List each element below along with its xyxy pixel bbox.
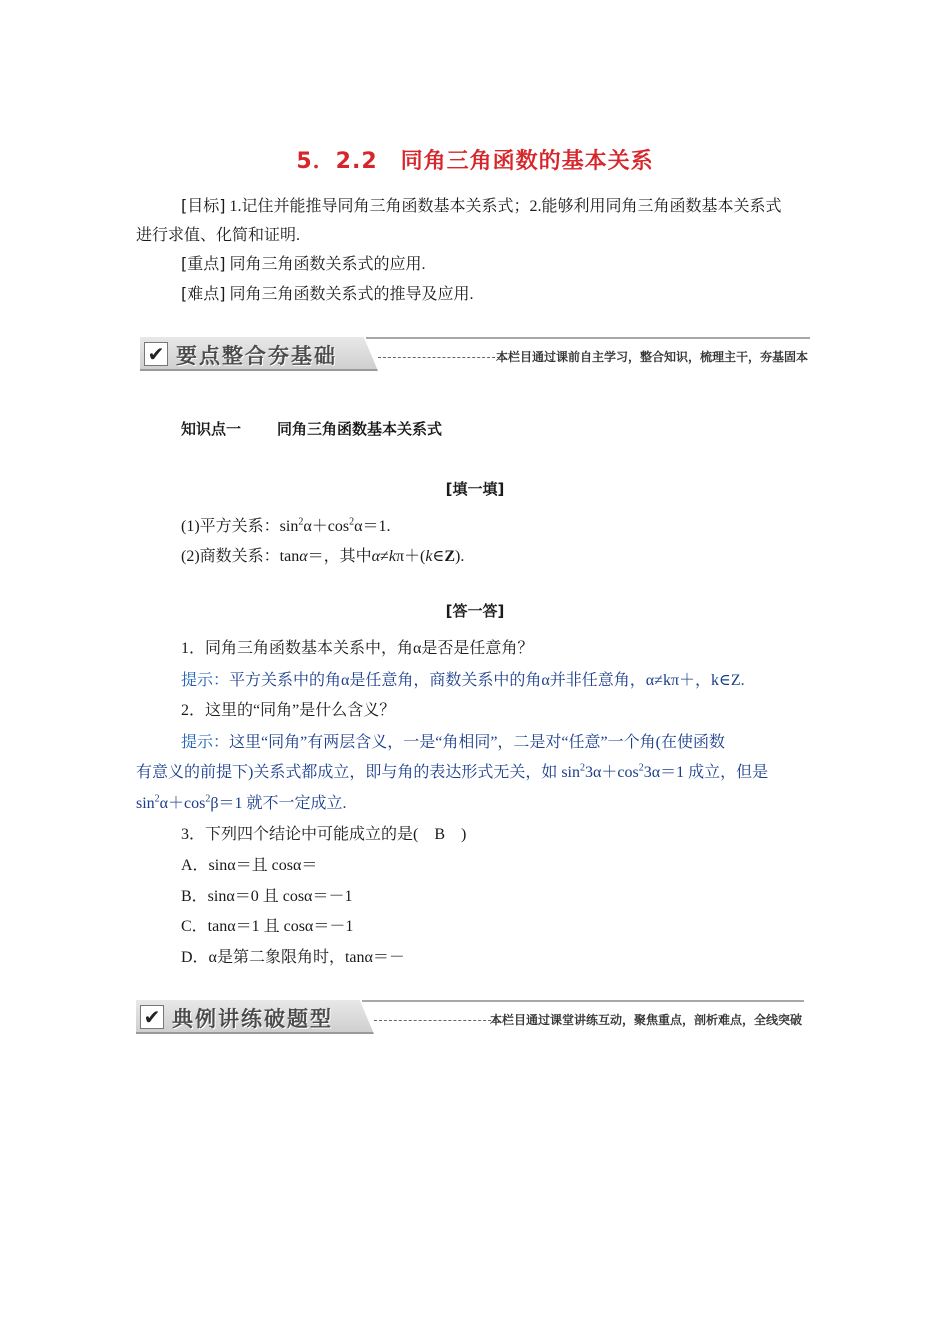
formula-quotient xyxy=(181,546,464,568)
difficult-tag: [难点] xyxy=(181,284,226,303)
hint-2-line-3 xyxy=(136,793,347,815)
formula-square xyxy=(181,516,390,538)
fill-in-heading: [填一填] xyxy=(445,480,505,498)
hint-2-seg: sin xyxy=(136,795,155,812)
objective-difficult xyxy=(181,283,474,306)
option-a: A．sinα＝且 cosα＝ xyxy=(181,857,318,874)
key-text: 同角三角函数关系式的应用. xyxy=(229,256,426,273)
section-band-basics xyxy=(140,337,810,371)
band-note: 本栏目通过课堂讲练互动，聚焦重点，剖析难点，全线突破 xyxy=(489,1013,802,1027)
qa-heading: [答一答] xyxy=(445,602,505,620)
formula-square-mid: α＋cos xyxy=(303,518,350,535)
hint-2 xyxy=(181,731,725,754)
hint-2-seg: β＝1 就不一定成立. xyxy=(210,795,347,812)
check-icon: ✔ xyxy=(144,342,168,366)
option-b: B．sinα＝0 且 cosα＝－1 xyxy=(181,888,353,905)
band-dashed-rule xyxy=(378,357,500,358)
superscript: 2 xyxy=(154,793,160,805)
var-alpha: α xyxy=(371,548,381,565)
option-c: C．tanα＝1 且 cosα＝－1 xyxy=(181,918,354,935)
check-icon: ✔ xyxy=(140,1005,164,1029)
option-d: D．α是第二象限角时，tanα＝－ xyxy=(181,949,405,966)
knowledge-name: 同角三角函数基本关系式 xyxy=(277,420,443,438)
formula-square-end: α＝1. xyxy=(354,518,391,535)
hint-label: 提示： xyxy=(181,732,230,751)
superscript: 2 xyxy=(638,762,644,774)
page-title: 5．2.2 同角三角函数的基本关系 xyxy=(296,149,654,174)
hint-label: 提示： xyxy=(181,670,230,689)
formula-pi: π＋( xyxy=(395,548,426,565)
var-alpha: α xyxy=(299,548,308,565)
question-3: 3．下列四个结论中可能成立的是( B ) xyxy=(181,826,467,843)
key-tag: [重点] xyxy=(181,254,226,273)
var-k: k xyxy=(388,548,396,565)
objective-goal-cont: 进行求值、化简和证明. xyxy=(136,227,301,244)
band-dashed-rule xyxy=(374,1020,496,1021)
section-band-examples xyxy=(136,1000,804,1034)
hint-1 xyxy=(181,669,745,692)
formula-quotient-end: ). xyxy=(454,548,465,565)
band-title: 要点整合夯基础 xyxy=(176,344,337,368)
set-Z: Z xyxy=(444,548,455,565)
band-top-rule xyxy=(366,337,810,339)
goal-tag: [目标] xyxy=(181,196,226,215)
var-k: k xyxy=(425,548,433,565)
superscript: 2 xyxy=(298,516,304,528)
band-top-rule xyxy=(362,1000,804,1002)
superscript: 2 xyxy=(205,793,211,805)
hint-2-seg: α＋cos xyxy=(159,795,206,812)
objective-goal xyxy=(181,195,782,218)
hint-2-text: 这里“同角”有两层含义，一是“角相同”，二是对“任意”一个角(在使函数 xyxy=(229,734,725,751)
formula-square-prefix: (1)平方关系：sin xyxy=(181,518,299,535)
hint-2-seg: 3α＋cos xyxy=(585,764,639,781)
knowledge-label: 知识点一 xyxy=(181,420,242,438)
band-title: 典例讲练破题型 xyxy=(172,1007,333,1031)
knowledge-point-heading xyxy=(181,418,442,439)
hint-2-seg: 3α＝1 成立，但是 xyxy=(643,764,769,781)
question-2: 2．这里的“同角”是什么含义？ xyxy=(181,702,396,719)
goal-text: 1.记住并能推导同角三角函数基本关系式；2.能够利用同角三角函数基本关系式 xyxy=(229,198,782,215)
hint-2-seg: 有意义的前提下)关系式都成立，即与角的表达形式无关，如 sin xyxy=(136,764,581,781)
hint-2-line-2 xyxy=(136,762,768,784)
objective-key xyxy=(181,253,426,276)
superscript: 2 xyxy=(349,516,355,528)
neq-sign: ≠ xyxy=(380,548,389,565)
in-sign: ∈ xyxy=(432,548,445,565)
hint-1-text: 平方关系中的角α是任意角，商数关系中的角α并非任意角，α≠kπ＋，k∈Z. xyxy=(229,672,745,689)
band-note: 本栏目通过课前自主学习，整合知识，梳理主干，夯基固本 xyxy=(495,350,808,364)
formula-quotient-mid: ＝，其中 xyxy=(307,548,372,565)
formula-quotient-prefix: (2)商数关系：tan xyxy=(181,548,300,565)
difficult-text: 同角三角函数关系式的推导及应用. xyxy=(229,286,474,303)
question-1: 1．同角三角函数基本关系中，角α是否是任意角？ xyxy=(181,640,534,657)
superscript: 2 xyxy=(580,762,586,774)
